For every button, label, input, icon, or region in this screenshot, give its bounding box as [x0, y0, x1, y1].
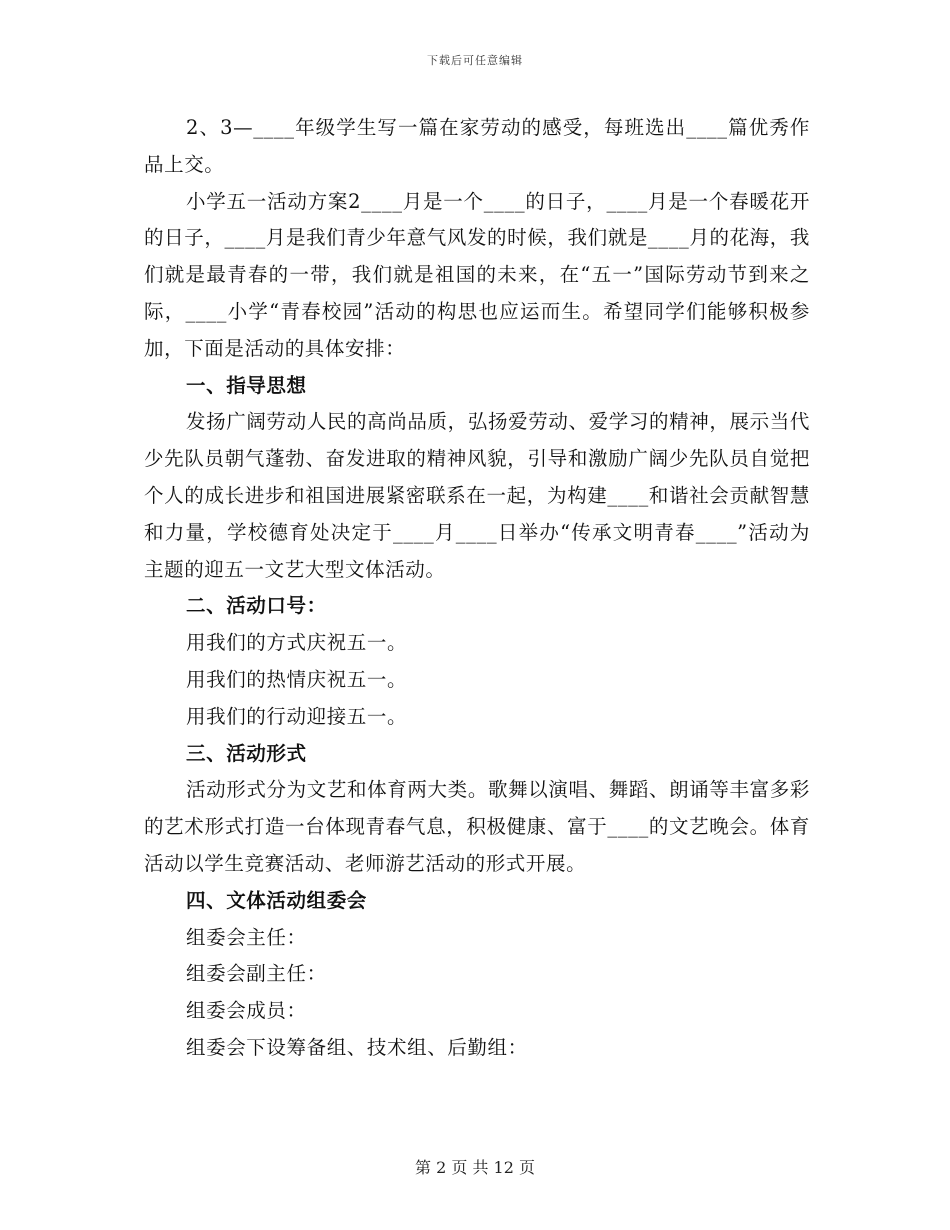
heading-guiding-thought: 一、指导思想 [186, 373, 307, 397]
heading-activity-form: 三、活动形式 [186, 741, 307, 765]
heading-committee: 四、文体活动组委会 [186, 888, 367, 912]
paragraph-guiding-thought: 发扬广阔劳动人民的高尚品质，弘扬爱劳动、爱学习的精神，展示当代少先队员朝气蓬勃、奋发进取的精神风貌，引导和激励广阔少先队员自觉把个人的成长进步和祖国进展紧密联系在一起，为构建____和谐社会贡献智慧和力量，学校德育处决定于____月____日举办“传承文明青春____”活动为主题的迎五一文艺大型文体活动。 [144, 410, 810, 581]
paragraph-item-3-grade: 2、3—____年级学生写一篇在家劳动的感受，每班选出____篇优秀作品上交。 [144, 116, 810, 176]
page-header: 下载后可任意编辑 [427, 54, 523, 67]
committee-subgroups: 组委会下设筹备组、技术组、后勤组： [186, 1035, 528, 1059]
committee-deputy-director: 组委会副主任： [186, 962, 327, 986]
page-footer: 第 2 页 共 12 页 [415, 1158, 535, 1177]
committee-director: 组委会主任： [186, 925, 307, 949]
paragraph-plan-intro: 小学五一活动方案2____月是一个____的日子，____月是一个春暖花开的日子，____月是我们青少年意气风发的时候，我们就是____月的花海，我们就是最青春的一带，我们就是祖国的未来，在“五一”国际劳动节到来之际，____小学“青春校园”活动的构思也应运而生。希望同学们能够积极参加，下面是活动的具体安排： [144, 189, 810, 360]
paragraph-activity-form: 活动形式分为文艺和体育两大类。歌舞以演唱、舞蹈、朗诵等丰富多彩的艺术形式打造一台体现青春气息，积极健康、富于____的文艺晚会。体育活动以学生竞赛活动、老师游艺活动的形式开展。 [144, 778, 810, 875]
slogan-line-3: 用我们的行动迎接五一。 [186, 704, 408, 728]
committee-members: 组委会成员： [186, 999, 307, 1023]
document-body [144, 110, 810, 1067]
slogan-line-2: 用我们的热情庆祝五一。 [186, 667, 408, 691]
heading-slogan: 二、活动口号： [186, 594, 327, 618]
slogan-line-1: 用我们的方式庆祝五一。 [186, 631, 408, 655]
